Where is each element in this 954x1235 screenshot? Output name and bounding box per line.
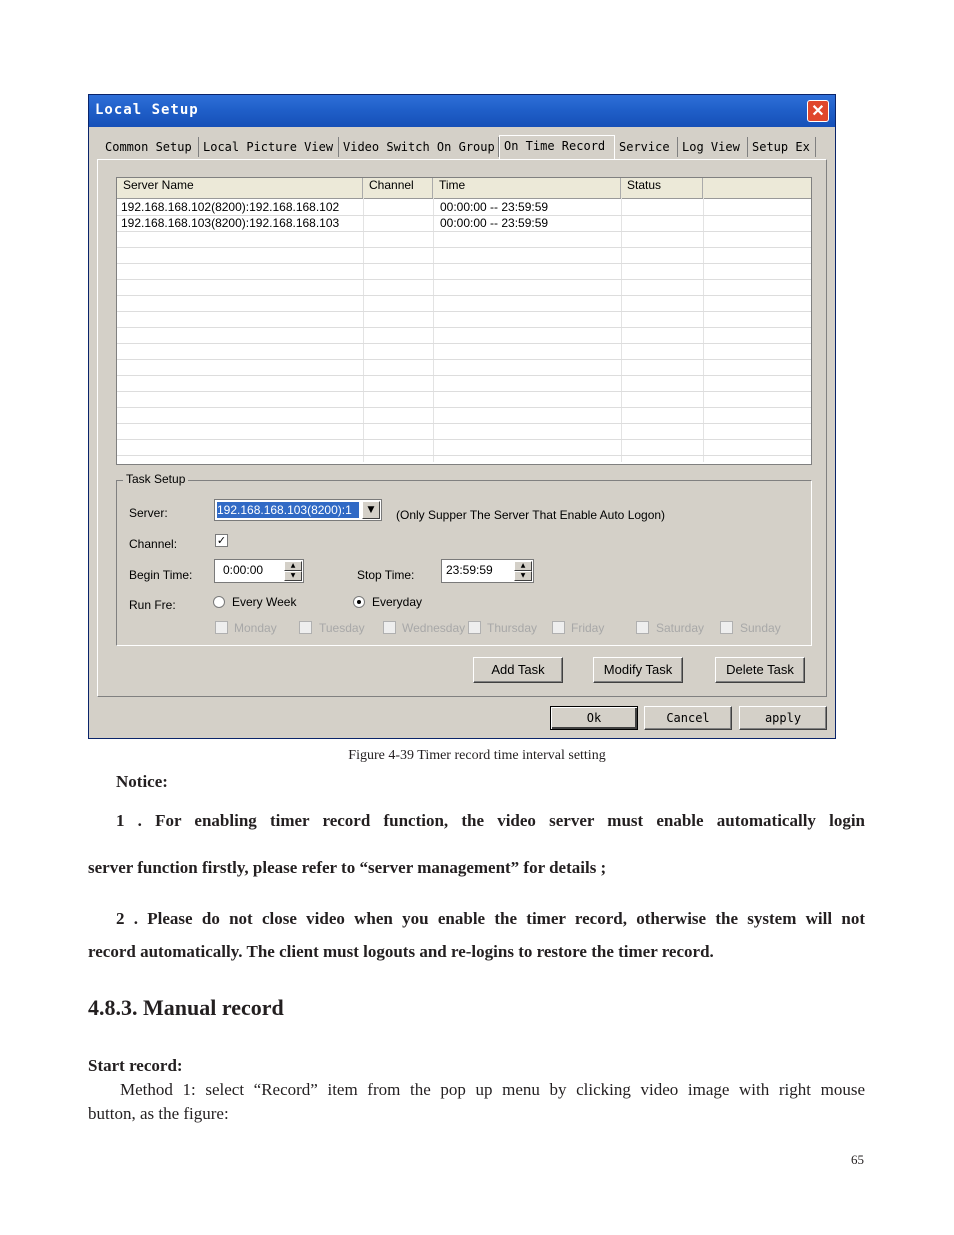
cell-time: 00:00:00 -- 23:59:59 <box>440 216 549 230</box>
empty-row <box>117 359 811 376</box>
method-line1: Method 1: select “Record” item from the pop up menu by clicking video image with right mouse <box>120 1080 865 1099</box>
begin-time-stepper[interactable] <box>214 559 304 583</box>
title-bar[interactable] <box>89 95 835 127</box>
server-select-value: 192.168.168.103(8200):1 <box>217 502 359 518</box>
thursday-checkbox[interactable] <box>468 621 481 634</box>
everyday-radio[interactable] <box>353 596 365 608</box>
tuesday-checkbox[interactable] <box>299 621 312 634</box>
stop-time-value: 23:59:59 <box>446 563 493 577</box>
run-frequency-label: Run Fre: <box>129 598 176 612</box>
wednesday-checkbox[interactable] <box>383 621 396 634</box>
local-setup-dialog <box>88 94 836 739</box>
column-header-server-name[interactable]: Server Name <box>117 178 363 198</box>
friday-label: Friday <box>571 621 605 635</box>
empty-row <box>117 391 811 408</box>
thursday-label: Thursday <box>487 621 538 635</box>
column-header-time[interactable]: Time <box>433 178 621 198</box>
tuesday-label: Tuesday <box>319 621 365 635</box>
everyday-label[interactable]: Everyday <box>372 595 423 609</box>
delete-task-button[interactable]: Delete Task <box>715 657 805 683</box>
item2-line1: 2 . Please do not close video when you enable the timer record, otherwise the system will not <box>116 909 865 928</box>
server-note: (Only Supper The Server That Enable Auto Logon) <box>396 508 666 522</box>
table-row[interactable] <box>117 215 811 232</box>
item2-line2: record automatically. The client must logouts and re-logins to restore the timer record. <box>88 942 714 961</box>
tab-service[interactable]: Service <box>615 137 678 157</box>
empty-row <box>117 247 811 264</box>
wednesday-label: Wednesday <box>402 621 466 635</box>
column-header-status[interactable]: Status <box>621 178 703 198</box>
stop-time-spin-buttons <box>514 561 532 581</box>
column-header-channel[interactable]: Channel <box>363 178 433 198</box>
notice-heading: Notice: <box>116 772 168 791</box>
figure-caption: Figure 4-39 Timer record time interval setting <box>348 748 606 763</box>
item1-line1: 1 . For enabling timer record function, the video server must enable automatically login <box>116 811 865 830</box>
monday-label: Monday <box>234 621 277 635</box>
empty-row <box>117 279 811 296</box>
saturday-checkbox[interactable] <box>636 621 649 634</box>
tab-video-switch-on-group[interactable]: Video Switch On Group <box>339 137 499 157</box>
every-week-radio[interactable] <box>213 596 225 608</box>
sunday-checkbox[interactable] <box>720 621 733 634</box>
list-header <box>117 178 811 199</box>
every-week-label[interactable]: Every Week <box>232 595 297 609</box>
empty-row <box>117 327 811 344</box>
empty-row <box>117 407 811 424</box>
close-icon[interactable]: ✕ <box>807 100 829 122</box>
spin-up-icon[interactable]: ▲ <box>284 561 302 571</box>
table-row[interactable] <box>117 199 811 216</box>
tab-on-time-record[interactable]: On Time Record <box>499 135 615 159</box>
record-task-list[interactable] <box>116 177 812 465</box>
task-setup-label: Task Setup <box>123 472 188 486</box>
tab-local-picture-view[interactable]: Local Picture View <box>199 137 339 157</box>
chevron-down-icon[interactable]: ▼ <box>362 501 380 519</box>
friday-checkbox[interactable] <box>552 621 565 634</box>
saturday-label: Saturday <box>656 621 705 635</box>
empty-row <box>117 263 811 280</box>
tab-setup-ex[interactable]: Setup Ex <box>748 137 816 157</box>
server-label: Server: <box>129 506 168 520</box>
monday-checkbox[interactable] <box>215 621 228 634</box>
begin-time-label: Begin Time: <box>129 568 193 582</box>
channel-checkbox[interactable]: ✓ <box>216 534 227 547</box>
empty-row <box>117 343 811 360</box>
add-task-button[interactable]: Add Task <box>473 657 563 683</box>
cancel-button[interactable]: Cancel <box>644 706 732 730</box>
channel-label: Channel: <box>129 537 178 551</box>
ok-button[interactable]: Ok <box>550 706 638 730</box>
cell-time: 00:00:00 -- 23:59:59 <box>440 200 549 214</box>
spin-down-icon[interactable]: ▼ <box>514 571 532 581</box>
begin-time-spin-buttons <box>284 561 302 581</box>
empty-row <box>117 439 811 456</box>
modify-task-button[interactable]: Modify Task <box>593 657 683 683</box>
start-record-heading: Start record: <box>88 1056 183 1075</box>
empty-row <box>117 375 811 392</box>
empty-row <box>117 311 811 328</box>
window-title: Local Setup <box>95 102 199 118</box>
apply-button[interactable]: apply <box>739 706 827 730</box>
sunday-label: Sunday <box>740 621 781 635</box>
empty-row <box>117 423 811 440</box>
tab-log-view[interactable]: Log View <box>678 137 748 157</box>
cell-server-name: 192.168.168.102(8200):192.168.168.102 <box>121 200 340 214</box>
item1-line2: server function firstly, please refer to “server management” for details ; <box>88 858 607 877</box>
method-line2: button, as the figure: <box>88 1104 229 1123</box>
empty-row <box>117 295 811 312</box>
cell-server-name: 192.168.168.103(8200):192.168.168.103 <box>121 216 340 230</box>
empty-row <box>117 231 811 248</box>
stop-time-stepper[interactable] <box>441 559 534 583</box>
tab-common-setup[interactable]: Common Setup <box>101 137 199 157</box>
page-number: 65 <box>851 1152 864 1167</box>
server-select[interactable] <box>214 499 382 521</box>
stop-time-label: Stop Time: <box>357 568 415 582</box>
section-heading: 4.8.3. Manual record <box>88 995 284 1020</box>
spin-up-icon[interactable]: ▲ <box>514 561 532 571</box>
spin-down-icon[interactable]: ▼ <box>284 571 302 581</box>
begin-time-value: 0:00:00 <box>223 563 264 577</box>
